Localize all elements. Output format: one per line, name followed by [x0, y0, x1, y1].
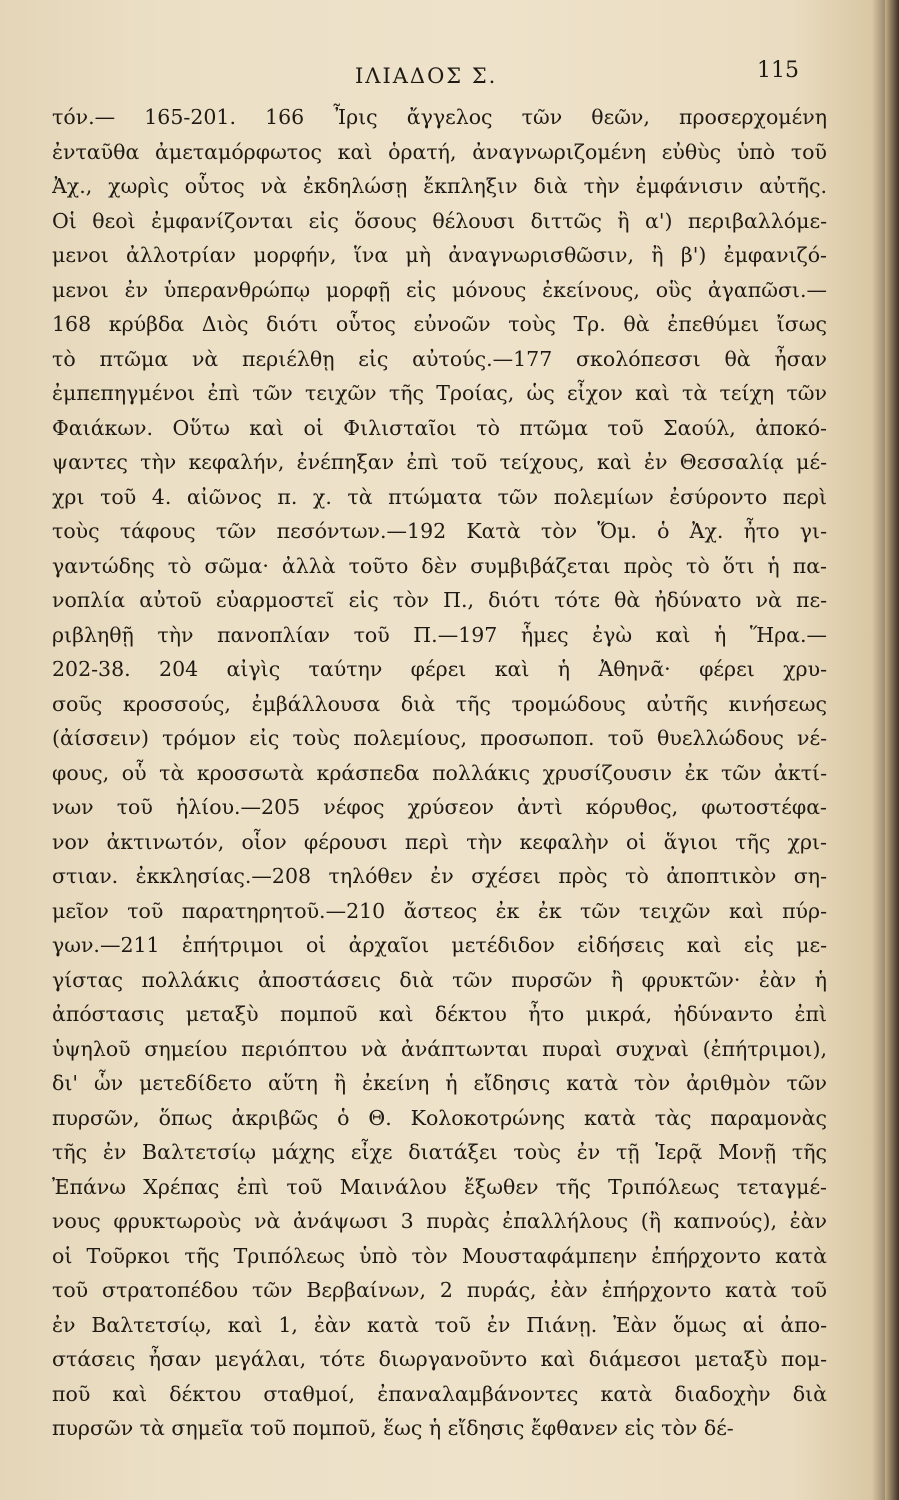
page-edge-shadow — [885, 0, 899, 1500]
text-line: ἐνταῦθα ἀμεταμόρφωτος καὶ ὁρατή, ἀναγνωριζομένη εὐθὺς ὑπὸ τοῦ — [52, 139, 827, 164]
text-line: σοῦς κροσσούς, ἐμβάλλουσα διὰ τῆς τρομώδους αὐτῆς κινήσεως — [52, 691, 827, 716]
text-line: Οἱ θεοὶ ἐμφανίζονται εἰς ὅσους θέλουσι διττῶς ἢ α') περιβαλλόμε- — [52, 208, 827, 233]
text-line: ριβληθῇ τὴν πανοπλίαν τοῦ Π.—197 ἧμες ἐγὼ καὶ ἡ Ἥρα.— — [52, 622, 827, 647]
text-line: τῆς ἐν Βαλτετσίῳ μάχης εἶχε διατάξει τοὺς ἐν τῇ Ἱερᾷ Μονῇ τῆς — [52, 1140, 827, 1164]
running-head — [0, 58, 899, 98]
text-line: τοὺς τάφους τῶν πεσόντων.—192 Κατὰ τὸν Ὅμ. ὁ Ἀχ. ἦτο γι- — [52, 519, 827, 543]
text-line: φους, οὗ τὰ κροσσωτὰ κράσπεδα πολλάκις χρυσίζουσιν ἐκ τῶν ἀκτί- — [52, 760, 827, 785]
text-line: μενοι ἐν ὑπερανθρώπῳ μορφῇ εἰς μόνους ἐκείνους, οὓς ἀγαπῶσι.— — [52, 277, 827, 302]
text-line: δι' ὧν μετεδίδετο αὕτη ἢ ἐκείνη ἡ εἴδησις κατὰ τὸν ἀριθμὸν τῶν — [52, 1071, 827, 1095]
text-line: ποῦ καὶ δέκτου σταθμοί, ἐπαναλαμβάνοντες κατὰ διαδοχὴν διὰ — [52, 1381, 827, 1406]
text-line: νοπλία αὐτοῦ εὐαρμοστεῖ εἰς τὸν Π., διότι τότε θὰ ἠδύνατο νὰ πε- — [52, 588, 827, 612]
text-line: τοῦ στρατοπέδου τῶν Βερβαίνων, 2 πυράς, ἐὰν ἐπήρχοντο κατὰ τοῦ — [52, 1278, 827, 1302]
text-line: στιαν. ἐκκλησίας.—208 τηλόθεν ἐν σχέσει πρὸς τὸ ἀποπτικὸν ση- — [52, 864, 827, 888]
page-number: 115 — [757, 58, 799, 83]
text-line: ψαντες τὴν κεφαλήν, ἐνέπηξαν ἐπὶ τοῦ τείχους, καὶ ἐν Θεσσαλίᾳ μέ- — [52, 450, 827, 474]
text-line: τὸ πτῶμα νὰ περιέλθῃ εἰς αὐτούς.—177 σκολόπεσσι θὰ ἦσαν — [52, 346, 827, 371]
text-line: Ἐπάνω Χρέπας ἐπὶ τοῦ Μαινάλου ἔξωθεν τῆς Τριπόλεως τεταγμέ- — [52, 1174, 827, 1199]
text-line: 202-38. 204 αἰγὶς ταύτην φέρει καὶ ἡ Ἀθηνᾶ· φέρει χρυ- — [52, 657, 827, 681]
text-line: 168 κρύβδα Διὸς διότι οὗτος εὐνοῶν τοὺς Τρ. θὰ ἐπεθύμει ἴσως — [52, 312, 827, 336]
text-line: γίστας πολλάκις ἀποστάσεις διὰ τῶν πυρσῶν ἢ φρυκτῶν· ἐὰν ἡ — [52, 967, 827, 992]
text-line: νους φρυκτωροὺς νὰ ἀνάψωσι 3 πυρὰς ἐπαλλήλους (ἢ καπνούς), ἐὰν — [52, 1209, 827, 1233]
text-line: τόν.— 165-201. 166 Ἶρις ἄγγελος τῶν θεῶν, προσερχομένη — [52, 105, 827, 129]
text-line: ἀπόστασις μεταξὺ πομποῦ καὶ δέκτου ἦτο μικρά, ἠδύναντο ἐπὶ — [52, 1002, 827, 1026]
text-line: γων.—211 ἐπήτριμοι οἱ ἀρχαῖοι μετέδιδον εἰδήσεις καὶ εἰς με- — [52, 933, 827, 957]
running-head-title: ΙΛΙΑΔΟΣ Σ. — [355, 64, 498, 88]
text-line: οἱ Τοῦρκοι τῆς Τριπόλεως ὑπὸ τὸν Μουσταφάμπεην ἐπήρχοντο κατὰ — [52, 1243, 827, 1268]
commentary-text — [52, 100, 827, 1446]
text-line: χρι τοῦ 4. αἰῶνος π. χ. τὰ πτώματα τῶν πολεμίων ἐσύροντο περὶ — [52, 484, 827, 509]
text-line: Ἀχ., χωρὶς οὗτος νὰ ἐκδηλώσῃ ἔκπληξιν διὰ τὴν ἐμφάνισιν αὐτῆς. — [52, 174, 827, 198]
text-line: πυρσῶν τὰ σημεῖα τοῦ πομποῦ, ἕως ἡ εἴδησις ἔφθανεν εἰς τὸν δέ- — [52, 1416, 734, 1440]
text-line: νων τοῦ ἡλίου.—205 νέφος χρύσεον ἀντὶ κόρυθος, φωτοστέφα- — [52, 795, 827, 819]
text-line: νον ἀκτινωτόν, οἷον φέρουσι περὶ τὴν κεφαλὴν οἱ ἅγιοι τῆς χρι- — [52, 829, 827, 854]
text-line: (ἀίσσειν) τρόμον εἰς τοὺς πολεμίους, προσωποπ. τοῦ θυελλώδους νέ- — [52, 726, 827, 750]
text-line: πυρσῶν, ὅπως ἀκριβῶς ὁ Θ. Κολοκοτρώνης κατὰ τὰς παραμονὰς — [52, 1105, 827, 1130]
text-line: γαντώδης τὸ σῶμα· ἀλλὰ τοῦτο δὲν συμβιβάζεται πρὸς τὸ ὅτι ἡ πα- — [52, 553, 827, 578]
text-line: μενοι ἀλλοτρίαν μορφήν, ἵνα μὴ ἀναγνωρισθῶσιν, ἢ β') ἐμφανιζό- — [52, 243, 827, 267]
text-line: στάσεις ἦσαν μεγάλαι, τότε διωργανοῦντο καὶ διάμεσοι μεταξὺ πομ- — [52, 1347, 827, 1371]
text-line: μεῖον τοῦ παρατηρητοῦ.—210 ἄστεος ἐκ ἐκ τῶν τειχῶν καὶ πύρ- — [52, 898, 827, 923]
text-line: ὑψηλοῦ σημείου περιόπτου νὰ ἀνάπτωνται πυραὶ συχναὶ (ἐπήτριμοι), — [52, 1036, 827, 1061]
text-line: ἐμπεπηγμένοι ἐπὶ τῶν τειχῶν τῆς Τροίας, ὡς εἶχον καὶ τὰ τείχη τῶν — [52, 381, 827, 405]
text-line: ἐν Βαλτετσίῳ, καὶ 1, ἐὰν κατὰ τοῦ ἐν Πιάνῃ. Ἐὰν ὅμως αἱ ἀπο- — [52, 1312, 827, 1337]
text-line: Φαιάκων. Οὕτω καὶ οἱ Φιλισταῖοι τὸ πτῶμα τοῦ Σαούλ, ἀποκό- — [52, 415, 827, 440]
